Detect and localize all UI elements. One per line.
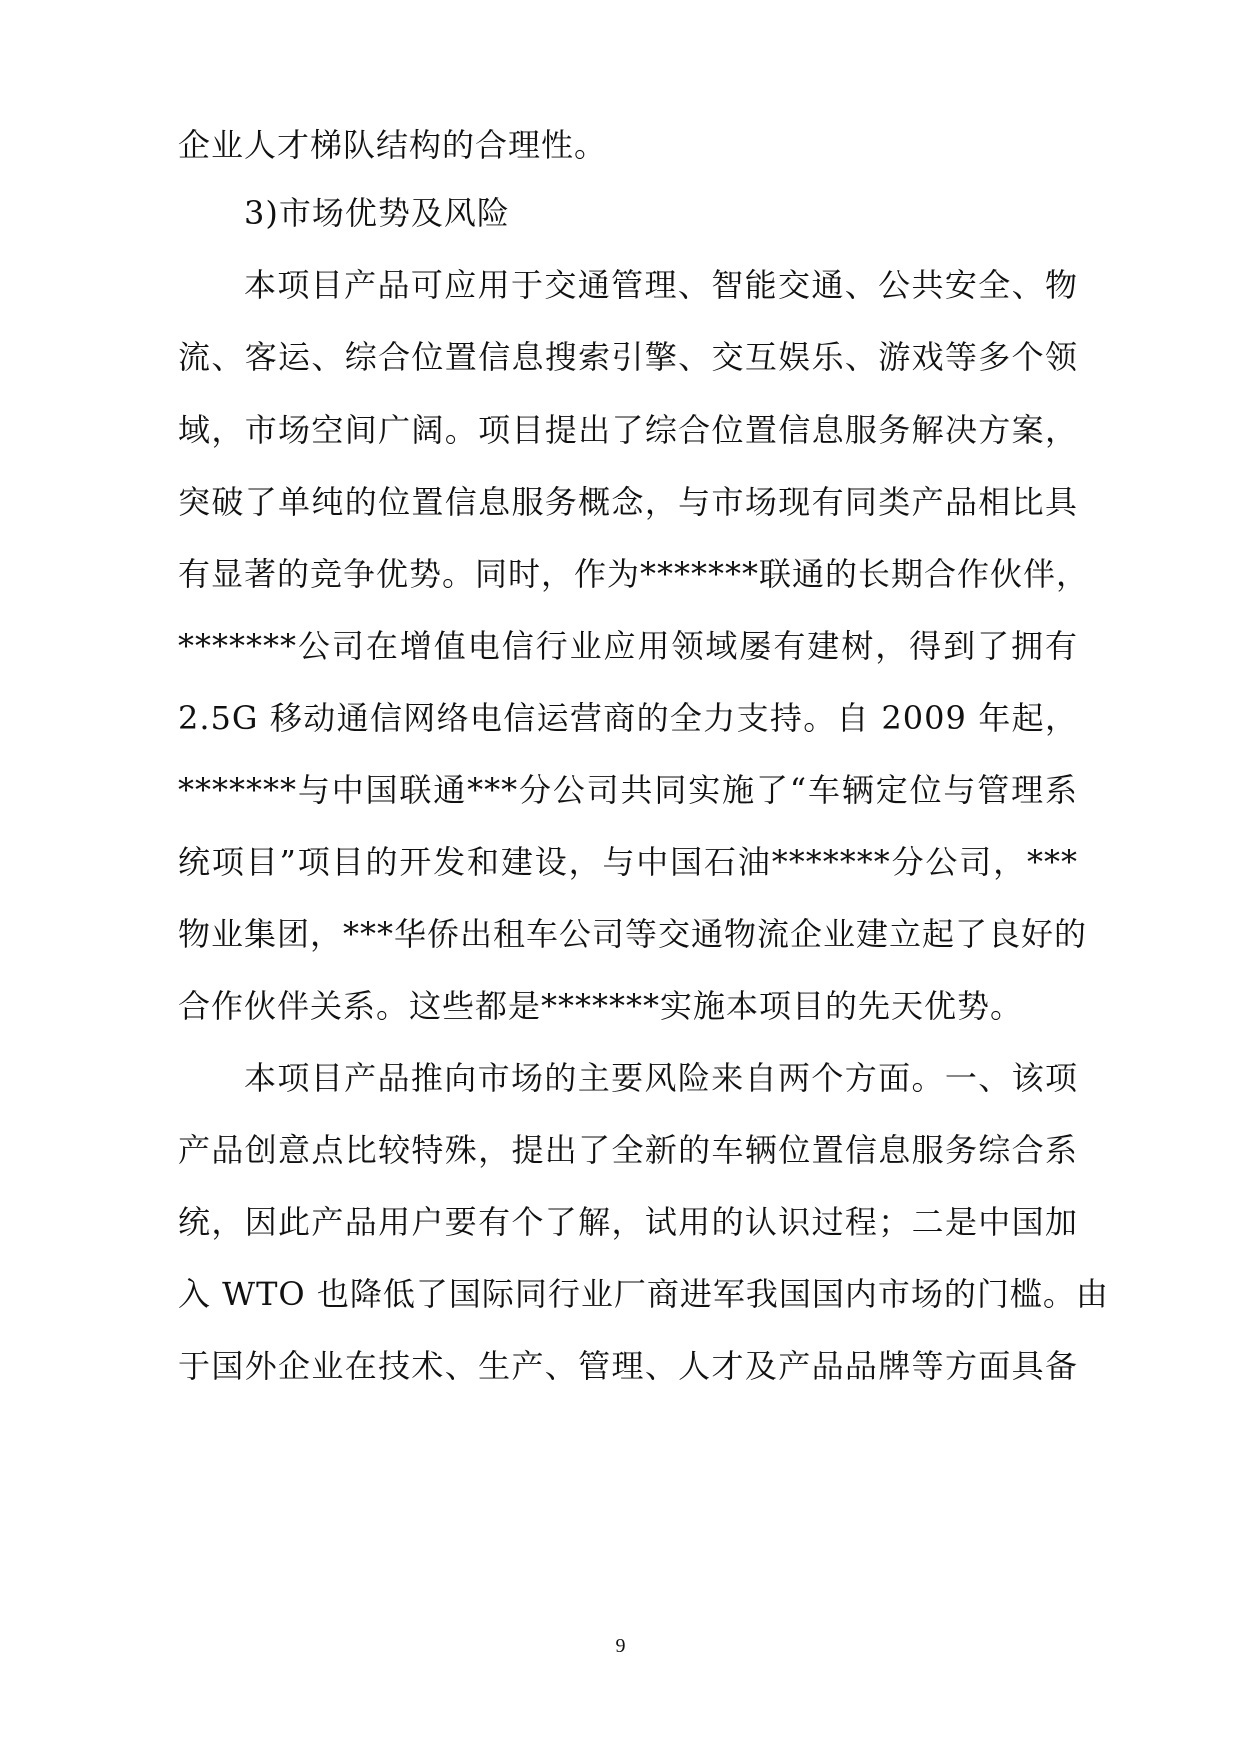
text-line: 入 WTO 也降低了国际同行业厂商进军我国国内市场的门槛。由 — [178, 1275, 1109, 1313]
text-line: 产品创意点比较特殊，提出了全新的车辆位置信息服务综合系 — [178, 1131, 1078, 1169]
text-line: 统，因此产品用户要有个了解，试用的认识过程；二是中国加 — [178, 1203, 1078, 1241]
text-line: 本项目产品可应用于交通管理、智能交通、公共安全、物 — [244, 266, 1078, 304]
text-line: 统项目”项目的开发和建设，与中国石油*******分公司，*** — [178, 843, 1078, 881]
text-line: 域，市场空间广阔。项目提出了综合位置信息服务解决方案， — [178, 411, 1078, 449]
page-number: 9 — [615, 1635, 626, 1657]
section-heading: 3)市场优势及风险 — [244, 194, 510, 232]
text-line: *******与中国联通***分公司共同实施了“车辆定位与管理系 — [178, 771, 1078, 809]
text-line: 有显著的竞争优势。同时，作为*******联通的长期合作伙伴， — [178, 555, 1090, 593]
text-line: 企业人才梯队结构的合理性。 — [178, 126, 608, 164]
text-line: 流、客运、综合位置信息搜索引擎、交互娱乐、游戏等多个领 — [178, 338, 1078, 376]
text-line: 突破了单纯的位置信息服务概念，与市场现有同类产品相比具 — [178, 483, 1078, 521]
text-line: *******公司在增值电信行业应用领域屡有建树，得到了拥有 — [178, 627, 1078, 665]
text-line: 2.5G 移动通信网络电信运营商的全力支持。自 2009 年起， — [178, 699, 1078, 737]
text-line: 于国外企业在技术、生产、管理、人才及产品品牌等方面具备 — [178, 1347, 1078, 1385]
text-line: 物业集团，***华侨出租车公司等交通物流企业建立起了良好的 — [178, 915, 1088, 953]
text-line: 合作伙伴关系。这些都是*******实施本项目的先天优势。 — [178, 987, 1024, 1025]
text-line: 本项目产品推向市场的主要风险来自两个方面。一、该项 — [244, 1059, 1078, 1097]
